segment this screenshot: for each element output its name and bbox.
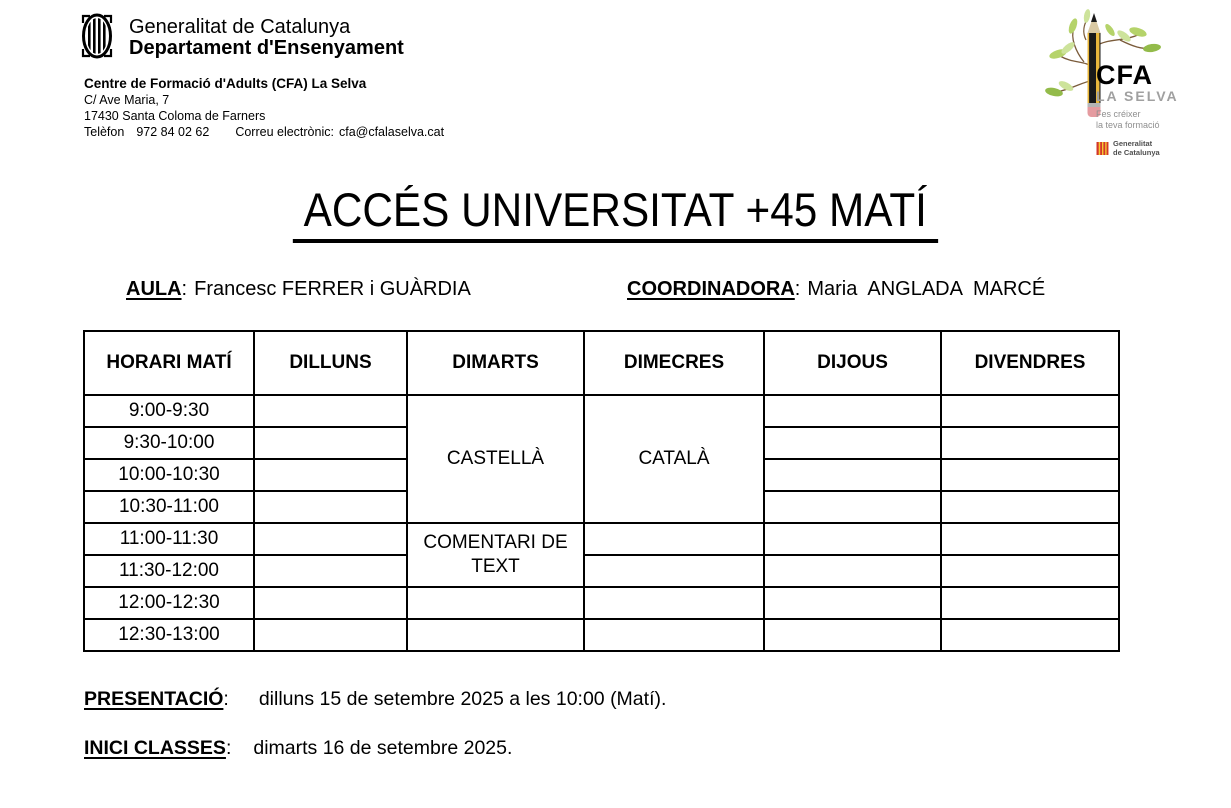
- colon: :: [225, 737, 232, 759]
- colon: :: [181, 278, 188, 300]
- empty-cell: [941, 427, 1119, 459]
- coordinator-value: Maria ANGLADA MARCÉ: [807, 278, 1046, 300]
- empty-cell: [941, 395, 1119, 427]
- table-row: [84, 395, 1119, 427]
- empty-cell: [254, 523, 407, 555]
- header-dijous: DIJOUS: [764, 331, 941, 395]
- time-slot-cell: 9:00-9:30: [84, 395, 254, 427]
- colon: :: [223, 688, 229, 710]
- time-slot-cell: 11:30-12:00: [84, 555, 254, 587]
- cfa-tagline: Fes créixer la teva formació: [1096, 109, 1160, 130]
- empty-cell: [941, 491, 1119, 523]
- empty-cell: [584, 587, 764, 619]
- empty-cell: [941, 619, 1119, 651]
- empty-cell: [254, 459, 407, 491]
- aula-label: AULA: [126, 278, 182, 300]
- empty-cell: [764, 491, 941, 523]
- time-slot-cell: 9:30-10:00: [84, 427, 254, 459]
- cfa-text-block: [1096, 62, 1179, 157]
- empty-cell: [764, 459, 941, 491]
- empty-cell: [941, 587, 1119, 619]
- aula-line: [126, 278, 471, 301]
- email-address: cfa@cfalaselva.cat: [338, 125, 445, 139]
- cfa-acronym: CFA: [1096, 60, 1153, 90]
- center-name: Centre de Formació d'Adults (CFA) La Selva: [84, 76, 367, 91]
- empty-cell: [254, 619, 407, 651]
- schedule-header-row: [84, 331, 1119, 395]
- colon: :: [794, 278, 801, 300]
- table-row: [84, 523, 1119, 555]
- empty-cell: [254, 587, 407, 619]
- subject-cell-castella: CASTELLÀ: [407, 395, 584, 523]
- generalitat-senyera-icon: [80, 12, 114, 60]
- empty-cell: [407, 587, 584, 619]
- generalitat-header: [80, 12, 404, 60]
- time-slot-cell: 10:30-11:00: [84, 491, 254, 523]
- contact-line: [84, 124, 444, 140]
- subject-cell-catala: CATALÀ: [584, 395, 764, 523]
- header-divendres: DIVENDRES: [941, 331, 1119, 395]
- cfa-gov-text: Generalitat de Catalunya: [1113, 139, 1160, 157]
- table-row: [84, 587, 1119, 619]
- address-city: 17430 Santa Coloma de Farners: [84, 109, 266, 123]
- empty-cell: [764, 523, 941, 555]
- coordinator-line: [627, 278, 1045, 301]
- header-dimarts: DIMARTS: [407, 331, 584, 395]
- cfa-gov-mark: [1096, 139, 1179, 157]
- cfa-name: LA SELVA: [1096, 88, 1179, 104]
- presentation-note: [84, 688, 666, 711]
- time-slot-cell: 10:00-10:30: [84, 459, 254, 491]
- empty-cell: [254, 395, 407, 427]
- empty-cell: [254, 427, 407, 459]
- phone-label: Telèfon: [84, 125, 125, 139]
- empty-cell: [584, 555, 764, 587]
- page-title: ACCÉS UNIVERSITAT +45 MATÍ: [293, 184, 938, 243]
- cfa-la-selva-logo: [1040, 6, 1200, 157]
- start-classes-label: INICI CLASSES: [84, 737, 226, 759]
- empty-cell: [764, 587, 941, 619]
- table-row: [84, 555, 1119, 587]
- table-row: [84, 619, 1119, 651]
- phone-number: 972 84 02 62: [136, 125, 210, 139]
- address-street: C/ Ave Maria, 7: [84, 93, 170, 107]
- empty-cell: [254, 491, 407, 523]
- header-horari: HORARI MATÍ: [84, 331, 254, 395]
- empty-cell: [941, 459, 1119, 491]
- time-slot-cell: 11:00-11:30: [84, 523, 254, 555]
- org-department: Departament d'Ensenyament: [129, 37, 404, 59]
- start-classes-value: dimarts 16 de setembre 2025.: [253, 737, 513, 759]
- coordinator-label: COORDINADORA: [627, 278, 795, 300]
- org-name: Generalitat de Catalunya: [129, 16, 351, 38]
- empty-cell: [254, 555, 407, 587]
- schedule-table: [83, 330, 1120, 652]
- org-text-block: [129, 17, 404, 60]
- presentation-value: dilluns 15 de setembre 2025 a les 10:00 (Matí).: [258, 688, 667, 710]
- subject-cell-comentari-de-text: COMENTARI DE TEXT: [407, 523, 584, 587]
- empty-cell: [407, 619, 584, 651]
- title-row: [0, 184, 1231, 243]
- presentation-label: PRESENTACIÓ: [84, 688, 224, 710]
- start-classes-note: [84, 737, 512, 760]
- empty-cell: [584, 619, 764, 651]
- header-dilluns: DILLUNS: [254, 331, 407, 395]
- empty-cell: [941, 555, 1119, 587]
- time-slot-cell: 12:00-12:30: [84, 587, 254, 619]
- senyera-mini-icon: [1096, 141, 1109, 156]
- email-label: Correu electrònic:: [235, 125, 334, 139]
- empty-cell: [941, 523, 1119, 555]
- empty-cell: [764, 395, 941, 427]
- empty-cell: [764, 555, 941, 587]
- empty-cell: [764, 619, 941, 651]
- aula-value: Francesc FERRER i GUÀRDIA: [194, 278, 471, 300]
- empty-cell: [764, 427, 941, 459]
- time-slot-cell: 12:30-13:00: [84, 619, 254, 651]
- empty-cell: [584, 523, 764, 555]
- center-address-block: [84, 76, 444, 140]
- header-dimecres: DIMECRES: [584, 331, 764, 395]
